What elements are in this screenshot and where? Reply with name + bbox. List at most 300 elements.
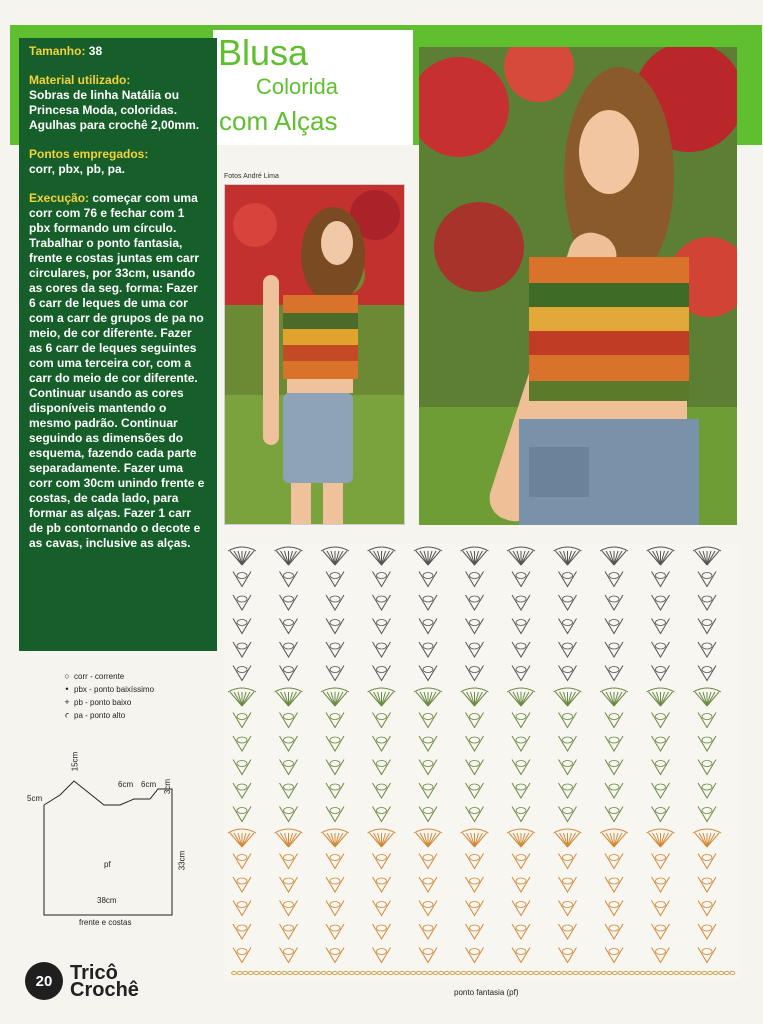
chart-motif <box>466 572 484 587</box>
legend-text: pb - ponto baixo <box>74 698 132 707</box>
chart-motif <box>559 783 577 798</box>
chart-chain-stitch <box>428 971 433 974</box>
chart-motif <box>466 736 484 751</box>
legend-item <box>60 670 154 683</box>
chart-motif <box>326 595 344 610</box>
chart-motif <box>233 666 251 681</box>
chart-chain-stitch <box>590 971 595 974</box>
chart-motif <box>466 807 484 822</box>
chart-motif <box>559 760 577 775</box>
chart-chain-stitch <box>601 971 606 974</box>
chart-motif <box>652 807 670 822</box>
chart-motif <box>647 829 675 847</box>
chart-chain-stitch <box>512 971 517 974</box>
chart-motif <box>698 783 716 798</box>
chart-motif <box>559 854 577 869</box>
chart-chain-stitch <box>433 971 438 974</box>
chart-motif <box>554 829 582 847</box>
chart-motif <box>466 642 484 657</box>
chart-motif <box>414 688 442 706</box>
chart-chain-stitch <box>321 971 326 974</box>
chart-motif <box>233 619 251 634</box>
chart-motif <box>693 829 721 847</box>
chart-chain-stitch <box>500 971 505 974</box>
chart-motif <box>373 901 391 916</box>
chart-chain-stitch <box>685 971 690 974</box>
chart-chain-stitch <box>517 971 522 974</box>
chart-motif <box>228 547 256 565</box>
chart-chain-stitch <box>394 971 399 974</box>
chart-chain-stitch <box>304 971 309 974</box>
chart-motif <box>373 807 391 822</box>
chart-motif <box>605 783 623 798</box>
chart-chain-stitch <box>405 971 410 974</box>
chart-motif <box>419 736 437 751</box>
chart-motif <box>326 642 344 657</box>
chart-motif <box>280 595 298 610</box>
chart-motif <box>605 924 623 939</box>
chart-motif <box>512 877 530 892</box>
chart-motif <box>512 948 530 963</box>
chart-motif <box>228 688 256 706</box>
chart-chain-stitch <box>528 971 533 974</box>
chart-motif <box>698 948 716 963</box>
chart-motif <box>321 688 349 706</box>
chart-motif <box>559 948 577 963</box>
chart-chain-stitch <box>607 971 612 974</box>
chart-motif <box>693 547 721 565</box>
chart-motif <box>275 829 303 847</box>
chart-chain-stitch <box>691 971 696 974</box>
chart-motif <box>605 572 623 587</box>
chart-motif <box>466 619 484 634</box>
chart-motif <box>559 877 577 892</box>
chart-chain-stitch <box>708 971 713 974</box>
chart-motif <box>373 572 391 587</box>
chart-motif <box>321 829 349 847</box>
chart-chain-stitch <box>450 971 455 974</box>
chart-motif <box>466 760 484 775</box>
chart-chain-stitch <box>299 971 304 974</box>
logo-line1: Tricô <box>70 962 118 984</box>
chart-motif <box>275 547 303 565</box>
chart-motif <box>233 783 251 798</box>
chart-motif <box>652 619 670 634</box>
chart-motif <box>280 783 298 798</box>
instructions-panel <box>19 38 217 651</box>
chart-motif <box>605 736 623 751</box>
chart-chain-stitch <box>478 971 483 974</box>
chart-motif <box>652 901 670 916</box>
chart-chain-stitch <box>652 971 657 974</box>
chart-motif <box>275 688 303 706</box>
chart-chain-stitch <box>338 971 343 974</box>
execution-text: começar com uma corr com 76 e fechar com 1 pbx formando um círculo. Trabalhar o ponto fantasia, frente e costas juntas em carr circulares, por 33cm, usando as cores da seg. forma: Fazer 6 carr de leques de uma cor com a carr de grupos de pa no meio, de cor diferente. Fazer as 6 carr de leques seguintes com uma terceira cor, com a carr do meio de cor diferente. Continuar usando as cores disponíveis mantendo o mesmo padrão. Continuar seguindo as dimensões do esquema, fazendo cada parte separadamente. Fazer uma corr com 30cm unindo frente e costas, de cada lado, para formar as alças. Fazer 1 carr de pb contornando o decote e as cavas, inclusive as alças. <box>29 191 205 550</box>
chart-motif <box>559 619 577 634</box>
chart-motif <box>326 924 344 939</box>
chart-motif <box>605 854 623 869</box>
chart-motif <box>326 877 344 892</box>
chart-motif <box>280 572 298 587</box>
chart-motif <box>419 619 437 634</box>
chart-motif <box>512 854 530 869</box>
chart-motif <box>652 642 670 657</box>
chart-chain-stitch <box>388 971 393 974</box>
chart-motif <box>605 666 623 681</box>
chart-chain-stitch <box>719 971 724 974</box>
chart-motif <box>373 713 391 728</box>
chart-chain-stitch <box>461 971 466 974</box>
chart-motif <box>280 877 298 892</box>
size-label: Tamanho: <box>29 44 86 58</box>
chart-motif <box>280 924 298 939</box>
chart-motif <box>373 783 391 798</box>
material-label: Material utilizado: <box>29 73 131 87</box>
chart-motif <box>600 829 628 847</box>
chart-chain-stitch <box>243 971 248 974</box>
chart-motif <box>605 760 623 775</box>
chart-motif <box>233 877 251 892</box>
chart-motif <box>605 595 623 610</box>
size-line <box>29 44 207 59</box>
chart-motif <box>559 901 577 916</box>
chart-motif <box>419 948 437 963</box>
logo-line2: Crochê <box>70 979 139 1001</box>
chart-motif <box>373 642 391 657</box>
chart-chain-stitch <box>327 971 332 974</box>
schema-label-15: 15cm <box>70 751 80 772</box>
chart-motif <box>652 877 670 892</box>
legend-item <box>60 683 154 696</box>
chart-chain-stitch <box>456 971 461 974</box>
chart-motif <box>507 688 535 706</box>
chart-motif <box>419 642 437 657</box>
chart-chain-stitch <box>422 971 427 974</box>
chart-motif <box>652 595 670 610</box>
chart-chain-stitch <box>411 971 416 974</box>
chart-motif <box>559 642 577 657</box>
chart-chain-stitch <box>534 971 539 974</box>
chart-chain-stitch <box>344 971 349 974</box>
chart-motif <box>419 595 437 610</box>
chart-motif <box>605 948 623 963</box>
chart-motif <box>326 713 344 728</box>
chart-motif <box>373 924 391 939</box>
schema-label-6a: 6cm <box>118 780 134 789</box>
chart-motif <box>419 924 437 939</box>
chart-motif <box>233 572 251 587</box>
material-text: Sobras de linha Natália ou Princesa Moda, coloridas. Agulhas para crochê 2,00mm. <box>29 88 200 132</box>
chart-motif <box>652 572 670 587</box>
schema-label-6b: 6cm <box>141 780 157 789</box>
chart-chain-stitch <box>696 971 701 974</box>
chart-chain-stitch <box>579 971 584 974</box>
chart-motif <box>466 924 484 939</box>
chart-caption: ponto fantasia (pf) <box>454 988 519 997</box>
chart-chain-stitch <box>657 971 662 974</box>
chart-motif <box>554 547 582 565</box>
chart-chain-stitch <box>232 971 237 974</box>
chart-chain-stitch <box>372 971 377 974</box>
stitches-text: corr, pbx, pb, pa. <box>29 162 126 176</box>
chart-motif <box>652 783 670 798</box>
chart-motif <box>419 572 437 587</box>
schema-label-38: 38cm <box>97 896 117 905</box>
chart-motif <box>605 901 623 916</box>
chart-motif <box>559 666 577 681</box>
chart-chain-stitch <box>635 971 640 974</box>
chart-motif <box>559 807 577 822</box>
chart-chain-stitch <box>489 971 494 974</box>
legend-symbol: ○ <box>64 671 70 681</box>
chart-chain-stitch <box>400 971 405 974</box>
chart-chain-stitch <box>674 971 679 974</box>
chart-motif <box>461 829 489 847</box>
chart-motif <box>512 595 530 610</box>
chart-motif <box>693 688 721 706</box>
stitch-chart <box>224 543 740 979</box>
stitch-legend <box>60 670 154 722</box>
chart-motif <box>419 807 437 822</box>
chart-motif <box>512 666 530 681</box>
chart-chain-stitch <box>562 971 567 974</box>
stitches-section <box>29 147 207 177</box>
magazine-logo <box>70 962 139 1001</box>
chart-motif <box>373 736 391 751</box>
chart-motif <box>559 713 577 728</box>
chart-motif <box>605 807 623 822</box>
chart-motif <box>280 666 298 681</box>
chart-chain-stitch <box>366 971 371 974</box>
chart-motif <box>507 829 535 847</box>
chart-motif <box>414 829 442 847</box>
chart-chain-stitch <box>332 971 337 974</box>
chart-chain-stitch <box>629 971 634 974</box>
chart-motif <box>466 783 484 798</box>
chart-motif <box>652 948 670 963</box>
chart-motif <box>652 854 670 869</box>
chart-motif <box>326 736 344 751</box>
legend-text: corr - corrente <box>74 672 125 681</box>
chart-chain-stitch <box>349 971 354 974</box>
chart-motif <box>280 948 298 963</box>
chart-chain-stitch <box>265 971 270 974</box>
chart-motif <box>419 877 437 892</box>
stitches-label: Pontos empregados: <box>29 147 149 161</box>
chart-motif <box>554 688 582 706</box>
chart-chain-stitch <box>316 971 321 974</box>
chart-motif <box>605 877 623 892</box>
chart-chain-stitch <box>612 971 617 974</box>
chart-motif <box>326 619 344 634</box>
chart-chain-stitch <box>260 971 265 974</box>
chart-chain-stitch <box>282 971 287 974</box>
page-number: 20 <box>25 962 63 1000</box>
photo-credit: Fotos André Lima <box>224 173 279 180</box>
chart-chain-stitch <box>248 971 253 974</box>
chart-motif <box>280 642 298 657</box>
chart-motif <box>280 736 298 751</box>
chart-chain-stitch <box>702 971 707 974</box>
chart-motif <box>368 829 396 847</box>
chart-chain-stitch <box>355 971 360 974</box>
chart-motif <box>698 642 716 657</box>
chart-motif <box>461 547 489 565</box>
chart-motif <box>326 948 344 963</box>
chart-chain-stitch <box>439 971 444 974</box>
chart-motif <box>647 547 675 565</box>
chart-motif <box>373 666 391 681</box>
chart-motif <box>233 854 251 869</box>
chart-chain-stitch <box>377 971 382 974</box>
chart-chain-stitch <box>618 971 623 974</box>
chart-motif <box>373 854 391 869</box>
chart-motif <box>559 924 577 939</box>
chart-chain-stitch <box>646 971 651 974</box>
chart-motif <box>233 760 251 775</box>
chart-motif <box>559 572 577 587</box>
chart-motif <box>233 924 251 939</box>
schema-label-3: 3cm <box>163 778 173 795</box>
chart-motif <box>280 807 298 822</box>
chart-motif <box>698 572 716 587</box>
chart-motif <box>414 547 442 565</box>
chart-chain-stitch <box>551 971 556 974</box>
chart-motif <box>373 595 391 610</box>
chart-motif <box>698 713 716 728</box>
chart-chain-stitch <box>545 971 550 974</box>
material-section <box>29 73 207 133</box>
chart-chain-stitch <box>254 971 259 974</box>
chart-chain-stitch <box>556 971 561 974</box>
legend-symbol: + <box>64 697 70 707</box>
chart-motif <box>512 619 530 634</box>
chart-motif <box>512 713 530 728</box>
chart-motif <box>419 783 437 798</box>
chart-motif <box>698 901 716 916</box>
chart-motif <box>321 547 349 565</box>
chart-motif <box>326 572 344 587</box>
chart-motif <box>698 595 716 610</box>
chart-motif <box>368 547 396 565</box>
chart-motif <box>652 713 670 728</box>
chart-chain-stitch <box>288 971 293 974</box>
chart-chain-stitch <box>484 971 489 974</box>
execution-section <box>29 191 207 551</box>
chart-chain-stitch <box>271 971 276 974</box>
chart-motif <box>466 877 484 892</box>
chart-chain-stitch <box>506 971 511 974</box>
chart-chain-stitch <box>540 971 545 974</box>
execution-label: Execução: <box>29 191 90 205</box>
chart-motif <box>228 829 256 847</box>
chart-motif <box>280 901 298 916</box>
chart-motif <box>419 901 437 916</box>
chart-motif <box>326 760 344 775</box>
chart-chain-stitch <box>383 971 388 974</box>
chart-motif <box>652 736 670 751</box>
chart-motif <box>512 572 530 587</box>
chart-motif <box>652 666 670 681</box>
chart-motif <box>280 713 298 728</box>
chart-motif <box>280 854 298 869</box>
chart-motif <box>698 807 716 822</box>
chart-motif <box>233 807 251 822</box>
chart-motif <box>698 619 716 634</box>
chart-motif <box>698 854 716 869</box>
chart-chain-stitch <box>668 971 673 974</box>
chart-chain-stitch <box>724 971 729 974</box>
chart-motif <box>326 854 344 869</box>
chart-motif <box>647 688 675 706</box>
title-sub: Colorida <box>256 74 338 99</box>
chart-motif <box>461 688 489 706</box>
chart-chain-stitch <box>360 971 365 974</box>
title-main: Blusa <box>218 32 309 73</box>
chart-motif <box>507 547 535 565</box>
chart-chain-stitch <box>663 971 668 974</box>
legend-item <box>60 696 154 709</box>
chart-motif <box>419 666 437 681</box>
schema-label-pf: pf <box>104 860 111 869</box>
model-photo-small <box>224 184 405 525</box>
schema-label-5: 5cm <box>27 794 43 803</box>
chart-motif <box>559 736 577 751</box>
chart-chain-stitch <box>416 971 421 974</box>
chart-motif <box>373 619 391 634</box>
model-photo-large <box>419 47 737 525</box>
model-photo-large-illustration <box>419 47 737 525</box>
chart-motif <box>559 595 577 610</box>
chart-motif <box>233 713 251 728</box>
chart-motif <box>698 924 716 939</box>
chart-motif <box>233 736 251 751</box>
chart-motif <box>233 948 251 963</box>
chart-chain-stitch <box>237 971 242 974</box>
chart-motif <box>373 948 391 963</box>
schema-caption: frente e costas <box>79 918 132 927</box>
chart-motif <box>373 877 391 892</box>
chart-motif <box>368 688 396 706</box>
chart-chain-stitch <box>276 971 281 974</box>
chart-motif <box>233 901 251 916</box>
chart-motif <box>466 948 484 963</box>
chart-motif <box>605 713 623 728</box>
chart-motif <box>652 924 670 939</box>
chart-motif <box>419 760 437 775</box>
chart-motif <box>419 713 437 728</box>
legend-text: pa - ponto alto <box>74 711 126 720</box>
chart-motif <box>600 547 628 565</box>
chart-motif <box>512 807 530 822</box>
legend-symbol: ꜥ <box>64 710 70 720</box>
chart-chain-stitch <box>584 971 589 974</box>
chart-motif <box>233 595 251 610</box>
model-photo-small-illustration <box>225 185 405 525</box>
chart-chain-stitch <box>444 971 449 974</box>
chart-motif <box>512 642 530 657</box>
chart-chain-stitch <box>523 971 528 974</box>
chart-motif <box>233 642 251 657</box>
chart-motif <box>512 736 530 751</box>
chart-motif <box>698 877 716 892</box>
chart-chain-stitch <box>568 971 573 974</box>
chart-chain-stitch <box>624 971 629 974</box>
chart-motif <box>512 924 530 939</box>
chart-motif <box>326 807 344 822</box>
schema-label-33: 33cm <box>177 850 187 871</box>
chart-chain-stitch <box>293 971 298 974</box>
